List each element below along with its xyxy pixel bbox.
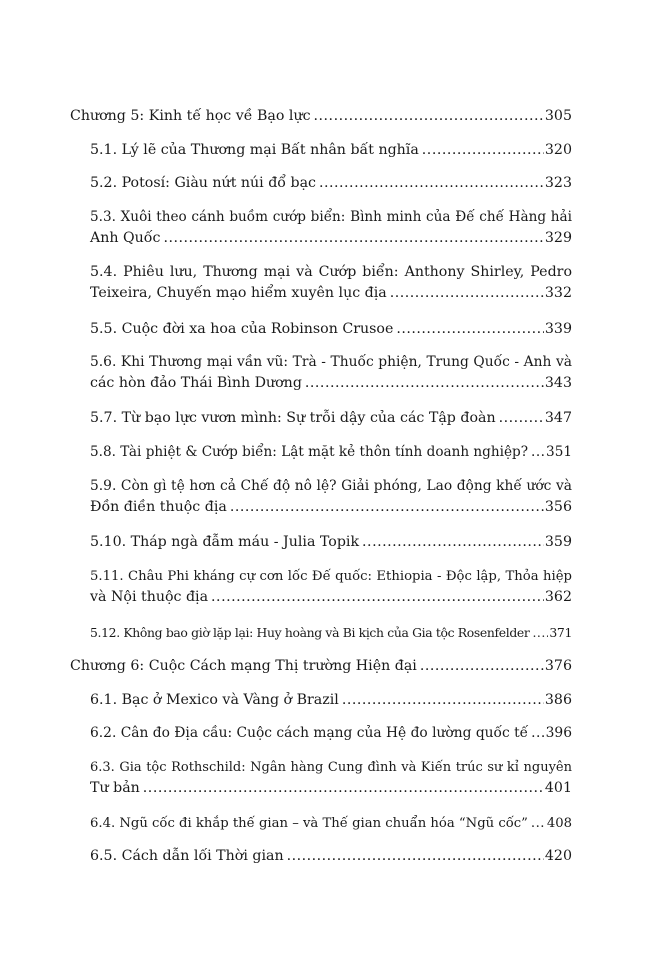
toc-entry-title: 6.4. Ngũ cốc đi khắp thế gian – và Thế gian chuẩn hóa “Ngũ cốc” [90, 816, 528, 831]
toc-entry-5-5[interactable] [90, 319, 572, 340]
toc-page-number: 359 [544, 534, 572, 550]
toc-entry-title-line: 5.9. Còn gì tệ hơn cả Chế độ nô lệ? Giải phóng, Lao động khế ước và [90, 478, 572, 494]
dot-leader [531, 813, 546, 834]
toc-entry-title: 6.2. Cân đo Địa cầu: Cuộc cách mạng của Hệ đo lường quốc tế [90, 725, 529, 741]
toc-page-number: 320 [544, 142, 572, 158]
toc-page-number: 329 [544, 230, 572, 246]
toc-page-number: 305 [544, 108, 572, 124]
toc-entry-title: 6.5. Cách dẫn lối Thời gian [90, 848, 284, 864]
toc-entry-title-line: Tư bản [90, 780, 140, 796]
toc-page-number: 396 [545, 725, 572, 741]
toc-entry-title: 5.8. Tài phiệt & Cướp biển: Lật mặt kẻ thôn tính doanh nghiệp? [90, 444, 529, 460]
toc-entry-5-3[interactable] [90, 207, 572, 249]
dot-leader [143, 778, 544, 799]
toc-page-number: 351 [546, 444, 572, 460]
toc-entry-title-line: 5.6. Khi Thương mại vần vũ: Trà - Thuốc phiện, Trung Quốc - Anh và [90, 354, 572, 370]
toc-entry-title-line: 5.3. Xuôi theo cánh buồm cướp biển: Bình minh của Đế chế Hàng hải [90, 209, 572, 225]
dot-leader [319, 173, 544, 194]
toc-entry-5-8[interactable] [90, 442, 572, 463]
toc-page-number: 386 [544, 692, 572, 708]
toc-page-number: 401 [544, 780, 572, 796]
toc-entry-5-1[interactable] [90, 140, 572, 161]
dot-leader [163, 228, 543, 249]
dot-leader [531, 442, 545, 463]
toc-entry-5-7[interactable] [90, 408, 572, 429]
dot-leader [499, 408, 544, 429]
toc-entry-title: 5.12. Không bao giờ lặp lại: Huy hoàng và Bi kịch của Gia tộc Rosenfelder [90, 625, 530, 640]
toc-page-number: 332 [544, 285, 572, 301]
toc-entry-5-10[interactable] [90, 532, 572, 553]
toc-entry-title: 5.5. Cuộc đời xa hoa của Robinson Crusoe [90, 321, 394, 337]
toc-page-number: 339 [544, 321, 572, 337]
dot-leader [287, 846, 544, 867]
toc-entry-6-4[interactable] [90, 813, 572, 834]
toc-page-number: 408 [546, 816, 572, 831]
dot-leader [396, 319, 544, 340]
toc-entry-title: Chương 5: Kinh tế học về Bạo lực [70, 108, 311, 124]
toc-entry-title-line: và Nội thuộc địa [90, 589, 209, 605]
dot-leader [390, 283, 544, 304]
toc-entry-title-line: 6.3. Gia tộc Rothschild: Ngân hàng Cung đình và Kiến trúc sư kỉ nguyên [90, 760, 572, 775]
toc-page-number: 420 [544, 848, 572, 864]
toc-page-number: 371 [549, 625, 572, 640]
toc-entry-6-2[interactable] [90, 723, 572, 744]
toc-entry-title-line: 5.4. Phiêu lưu, Thương mại và Cướp biển: Anthony Shirley, Pedro [90, 264, 572, 280]
toc-entry-title-line: Đồn điền thuộc địa [90, 499, 227, 515]
toc-entry-5-2[interactable] [90, 173, 572, 194]
toc-entry-chapter-6[interactable] [70, 656, 572, 677]
toc-page-number: 356 [544, 499, 572, 515]
toc-entry-title: Chương 6: Cuộc Cách mạng Thị trường Hiện đại [70, 658, 417, 674]
dot-leader [305, 373, 544, 394]
toc-entry-6-5[interactable] [90, 846, 572, 867]
toc-entry-title-line: Teixeira, Chuyến mạo hiểm xuyên lục địa [90, 285, 387, 301]
toc-entry-5-11[interactable] [90, 566, 572, 608]
toc-entry-title: 5.1. Lý lẽ của Thương mại Bất nhân bất nghĩa [90, 142, 419, 158]
dot-leader [420, 656, 544, 677]
toc-page-number: 347 [544, 410, 572, 426]
toc-entry-chapter-5[interactable] [70, 106, 572, 127]
toc-entry-title-line: các hòn đảo Thái Bình Dương [90, 375, 302, 391]
toc-page-number: 362 [544, 589, 572, 605]
toc-entry-6-3[interactable] [90, 757, 572, 799]
toc-entry-5-9[interactable] [90, 476, 572, 518]
toc-entry-title: 6.1. Bạc ở Mexico và Vàng ở Brazil [90, 692, 339, 708]
dot-leader [422, 140, 544, 161]
toc-entry-5-6[interactable] [90, 352, 572, 394]
dot-leader [362, 532, 544, 553]
toc-entry-5-12[interactable] [90, 622, 572, 643]
dot-leader [342, 690, 544, 711]
toc-page-number: 323 [544, 175, 572, 191]
dot-leader [211, 587, 544, 608]
dot-leader [314, 106, 544, 127]
toc-page-number: 343 [544, 375, 572, 391]
toc-entry-title: 5.7. Từ bạo lực vươn mình: Sự trỗi dậy của các Tập đoàn [90, 410, 496, 426]
dot-leader [230, 497, 544, 518]
toc-entry-title-line: 5.11. Châu Phi kháng cự cơn lốc Đế quốc: Ethiopia - Độc lập, Thỏa hiệp [90, 569, 572, 584]
dot-leader [532, 622, 548, 643]
toc-entry-title-line: Anh Quốc [90, 230, 161, 246]
toc-entry-title: 5.2. Potosí: Giàu nứt núi đổ bạc [90, 175, 316, 191]
toc-entry-6-1[interactable] [90, 690, 572, 711]
toc-entry-5-4[interactable] [90, 262, 572, 304]
dot-leader [531, 723, 545, 744]
toc-page-number: 376 [544, 658, 572, 674]
toc-entry-title: 5.10. Tháp ngà đẫm máu - Julia Topik [90, 534, 360, 550]
